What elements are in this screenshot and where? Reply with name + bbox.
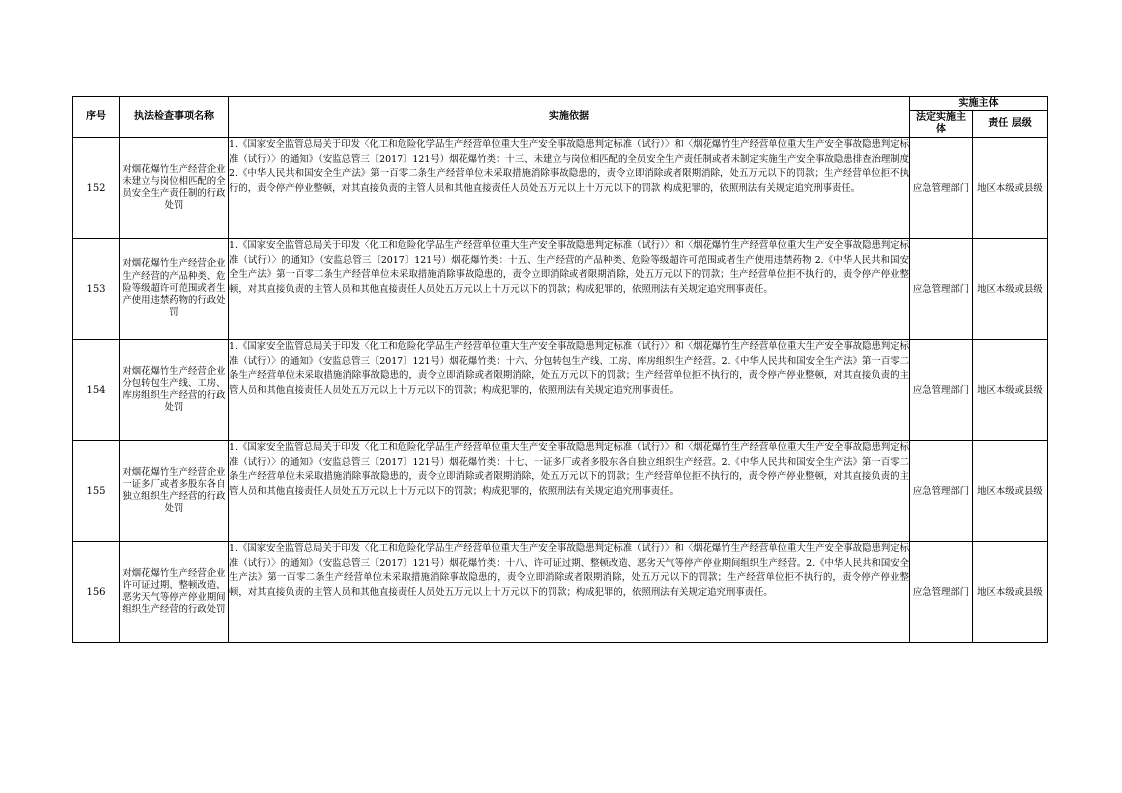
row-subject: 应急管理部门 bbox=[910, 138, 973, 239]
row-no: 156 bbox=[73, 542, 120, 643]
row-basis bbox=[229, 542, 910, 643]
row-basis bbox=[229, 239, 910, 340]
row-basis bbox=[229, 340, 910, 441]
header-item-name: 执法检查事项名称 bbox=[120, 97, 229, 138]
table-row bbox=[73, 542, 1048, 643]
row-no: 155 bbox=[73, 441, 120, 542]
row-basis bbox=[229, 441, 910, 542]
row-level: 地区本级或县级 bbox=[973, 542, 1048, 643]
row-basis bbox=[229, 138, 910, 239]
table-row bbox=[73, 138, 1048, 239]
table-row bbox=[73, 441, 1048, 542]
row-subject: 应急管理部门 bbox=[910, 542, 973, 643]
header-subject: 实施主体 bbox=[910, 97, 1048, 111]
row-level: 地区本级或县级 bbox=[973, 239, 1048, 340]
header-legal-subject bbox=[910, 111, 973, 138]
row-subject: 应急管理部门 bbox=[910, 239, 973, 340]
row-item-name: 对烟花爆竹生产经营企业未建立与岗位相匹配的全员安全生产责任制的行政处罚 bbox=[120, 138, 229, 239]
row-basis-text: 1.《国家安全监管总局关于印发〈化工和危险化学品生产经营单位重大生产安全事故隐患判定标准（试行）〉和〈烟花爆竹生产经营单位重大生产安全事故隐患判定标准（试行）〉的通知》（安监总管三〔2017〕121号）烟花爆竹类：十七、一证多厂或者多股东各自独立组织生产经营。2.《中华人民共和国安全生产法》第一百零二条生产经营单位未采取措施消除事故隐患的，责令立即消除或者限期消除，处五万元以下的罚款；生产经营单位拒不执行的，责令停产停业整顿，对其直接负责的主管人员和其他直接责任人员处五万元以上十万元以下的罚款；构成犯罪的，依照刑法有关规定追究刑事责任。 bbox=[229, 442, 909, 497]
row-level: 地区本级或县级 bbox=[973, 138, 1048, 239]
row-no: 154 bbox=[73, 340, 120, 441]
header-level: 责任 层级 bbox=[973, 111, 1048, 138]
row-item-name: 对烟花爆竹生产经营企业分包转包生产线、工房、库房组织生产经营的行政处罚 bbox=[120, 340, 229, 441]
row-item-name: 对烟花爆竹生产经营企业许可证过期、整顿改造、恶劣天气等停产停业期间组织生产经营的行政处罚 bbox=[120, 542, 229, 643]
row-item-name: 对烟花爆竹生产经营企业生产经营的产品种类、危险等级超许可范围或者生产使用违禁药物的行政处罚 bbox=[120, 239, 229, 340]
enforcement-table bbox=[72, 96, 1048, 643]
row-subject: 应急管理部门 bbox=[910, 441, 973, 542]
header-basis: 实施依据 bbox=[229, 97, 910, 138]
header-legal-subject-text: 法定实施主体 bbox=[916, 112, 966, 135]
row-basis-text: 1.《国家安全监管总局关于印发〈化工和危险化学品生产经营单位重大生产安全事故隐患判定标准（试行）〉和〈烟花爆竹生产经营单位重大生产安全事故隐患判定标准（试行）〉的通知》（安监总管三〔2017〕121号）烟花爆竹类：十五、生产经营的产品种类、危险等级超许可范围或者生产使用违禁药物 2.《中华人民共和国安全生产法》第一百零二条生产经营单位未采取措施消除事故隐患的，责令立即消除或者限期消除，处五万元以下的罚款；生产经营单位拒不执行的，责令停产停业整顿，对其直接负责的主管人员和其他直接责任人员处五万元以上十万元以下的罚款；构成犯罪的，依照刑法有关规定追究刑事责任。 bbox=[229, 240, 909, 295]
table-row bbox=[73, 239, 1048, 340]
table-row bbox=[73, 340, 1048, 441]
row-item-name: 对烟花爆竹生产经营企业一证多厂或者多股东各自独立组织生产经营的行政处罚 bbox=[120, 441, 229, 542]
header-no: 序号 bbox=[73, 97, 120, 138]
row-no: 152 bbox=[73, 138, 120, 239]
row-level: 地区本级或县级 bbox=[973, 441, 1048, 542]
row-no: 153 bbox=[73, 239, 120, 340]
row-basis-text: 1.《国家安全监管总局关于印发〈化工和危险化学品生产经营单位重大生产安全事故隐患判定标准（试行）〉和〈烟花爆竹生产经营单位重大生产安全事故隐患判定标准（试行）〉的通知》（安监总管三〔2017〕121号）烟花爆竹类：十八、许可证过期、整顿改造、恶劣天气等停产停业期间组织生产经营。2.《中华人民共和国安全生产法》第一百零二条生产经营单位未采取措施消除事故隐患的，责令立即消除或者限期消除，处五万元以下的罚款；生产经营单位拒不执行的，责令停产停业整顿，对其直接负责的主管人员和其他直接责任人员处五万元以上十万元以下的罚款；构成犯罪的，依照刑法有关规定追究刑事责任。 bbox=[229, 543, 909, 598]
row-level: 地区本级或县级 bbox=[973, 340, 1048, 441]
row-basis-text: 1.《国家安全监管总局关于印发〈化工和危险化学品生产经营单位重大生产安全事故隐患判定标准（试行）〉和〈烟花爆竹生产经营单位重大生产安全事故隐患判定标准（试行）〉的通知》（安监总管三〔2017〕121号）烟花爆竹类：十三、未建立与岗位相匹配的全员安全生产责任制或者未制定实施生产安全事故隐患排查治理制度 2.《中华人民共和国安全生产法》第一百零二条生产经营单位未采取措施消除事故隐患的，责令立即消除或者限期消除，处五万元以下的罚款；生产经营单位拒不执行的，责令停产停业整顿，对其直接负责的主管人员和其他直接责任人员处五万元以上十万元以下的罚款 构成犯罪的，依照刑法有关规定追究刑事责任。 bbox=[229, 139, 909, 194]
row-subject: 应急管理部门 bbox=[910, 340, 973, 441]
row-basis-text: 1.《国家安全监管总局关于印发〈化工和危险化学品生产经营单位重大生产安全事故隐患判定标准（试行）〉和〈烟花爆竹生产经营单位重大生产安全事故隐患判定标准（试行）〉的通知》（安监总管三〔2017〕121号）烟花爆竹类：十六、分包转包生产线、工房、库房组织生产经营。2.《中华人民共和国安全生产法》第一百零二条生产经营单位未采取措施消除事故隐患的，责令立即消除或者限期消除，处五万元以下的罚款；生产经营单位拒不执行的，责令停产停业整顿，对其直接负责的主管人员和其他直接责任人员处五万元以上十万元以下的罚款；构成犯罪的，依照刑法有关规定追究刑事责任。 bbox=[229, 341, 909, 396]
